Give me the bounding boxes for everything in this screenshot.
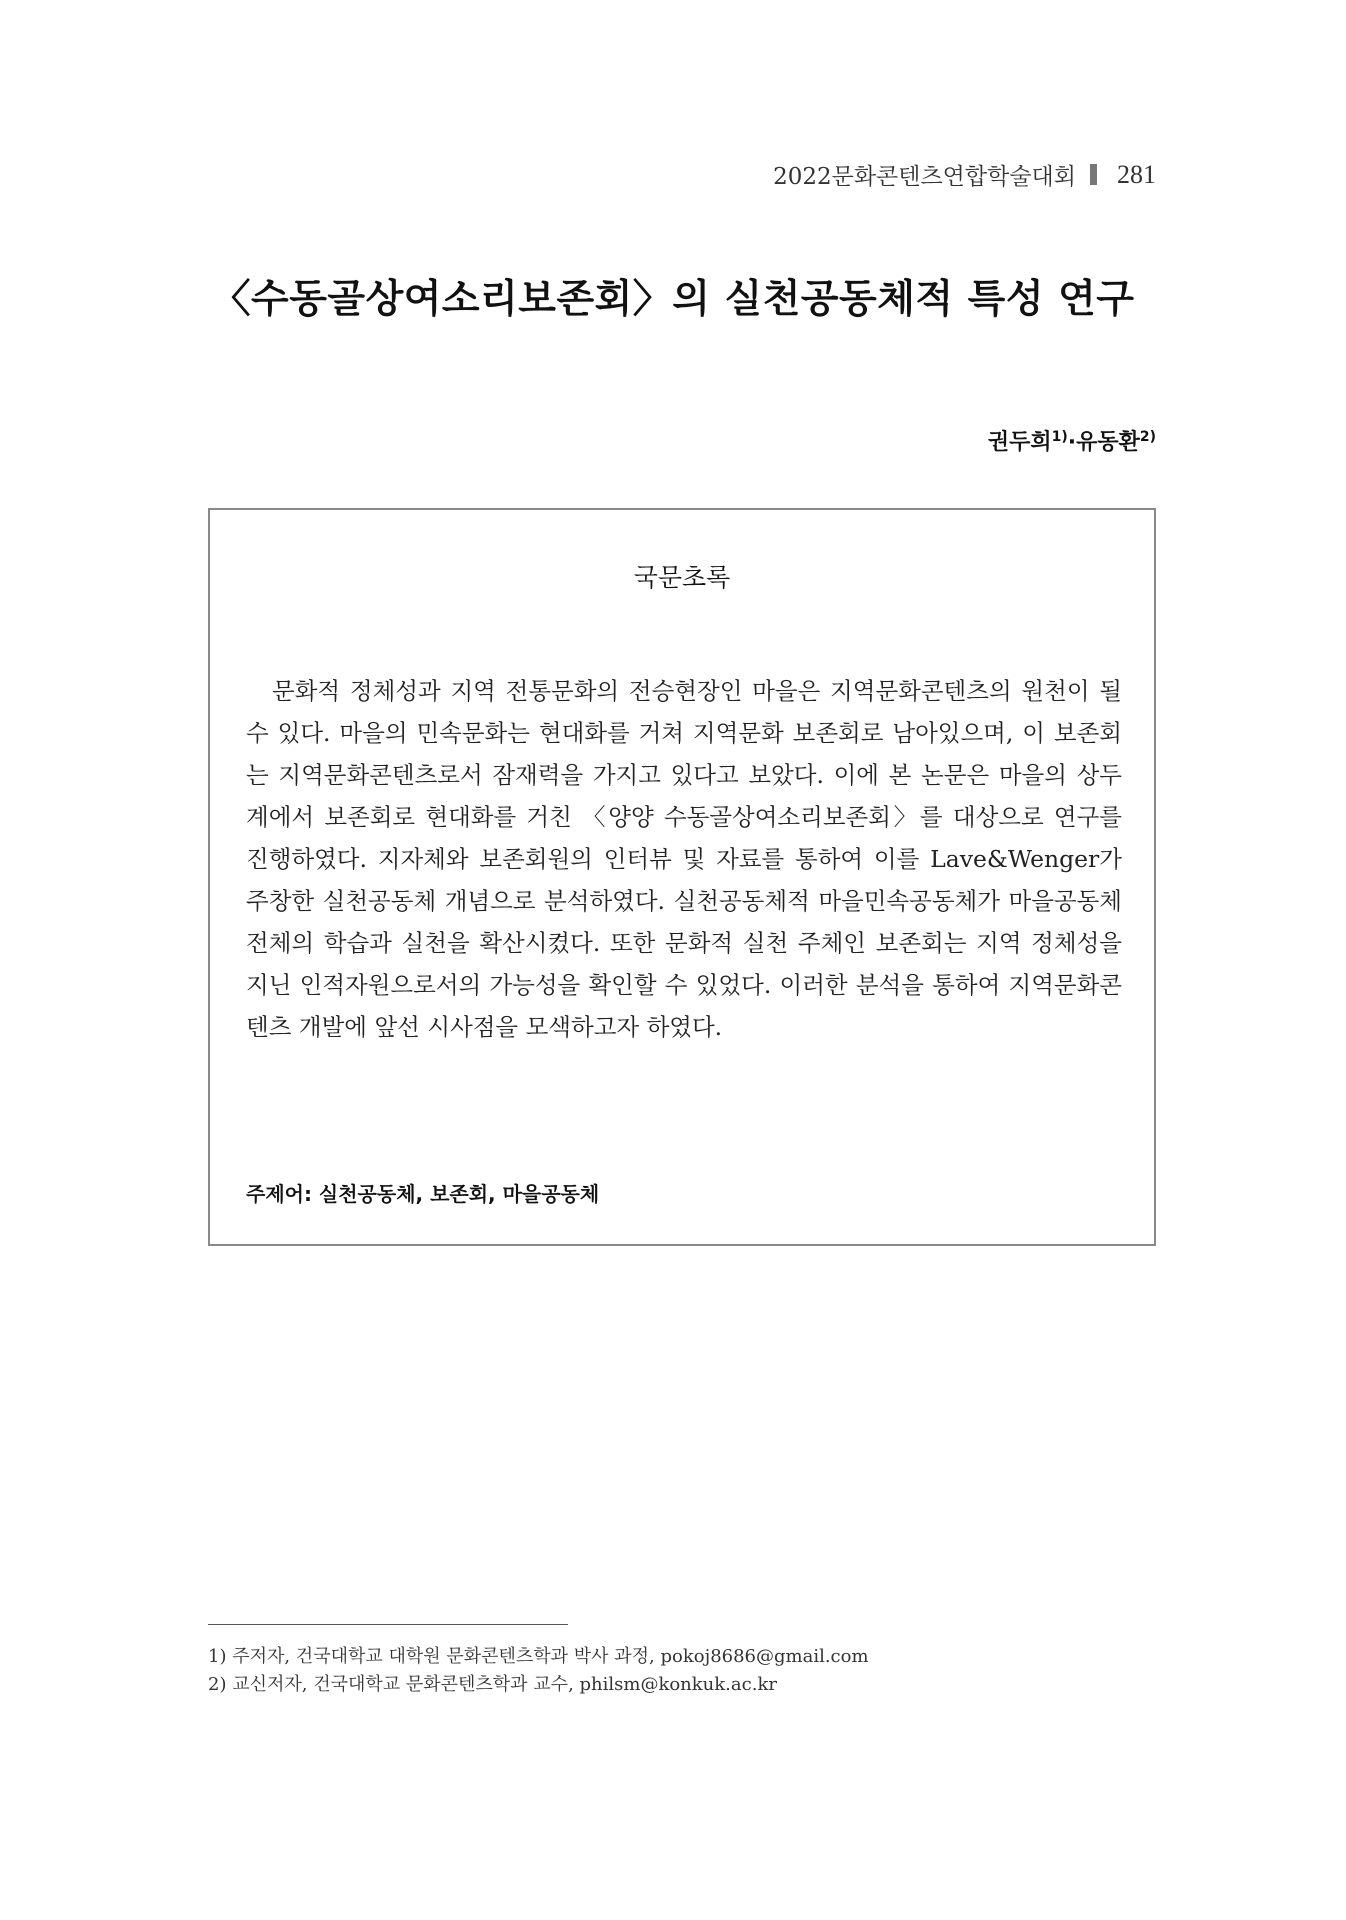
page-number: 281 (1117, 159, 1156, 189)
header-bar-icon (1090, 164, 1097, 185)
author-2-footnote-mark: 2) (1139, 429, 1156, 445)
author-separator: · (1067, 430, 1077, 455)
abstract-heading: 국문초록 (633, 563, 731, 592)
author-2: 유동환 (1076, 430, 1140, 455)
author-line (988, 425, 1156, 456)
running-title: 2022문화콘텐츠연합학술대회 (773, 164, 1076, 190)
author-1-footnote-mark: 1) (1051, 429, 1068, 445)
keywords: 주제어: 실천공동체, 보존회, 마을공동체 (246, 1182, 600, 1206)
abstract-box (208, 508, 1156, 1246)
footnote-divider (208, 1624, 568, 1625)
footnote-2: 2) 교신저자, 건국대학교 문화콘텐츠학과 교수, philsm@konkuk.ac.kr (208, 1674, 777, 1695)
footnotes (208, 1643, 869, 1699)
author-1: 권두희 (987, 430, 1052, 455)
running-header (773, 158, 1156, 191)
paper-title: 〈수동골상여소리보존회〉의 실천공동체적 특성 연구 (211, 277, 1135, 322)
abstract-body: 문화적 정체성과 지역 전통문화의 전승현장인 마을은 지역문화콘텐츠의 원천이 될 수 있다. 마을의 민속문화는 현대화를 거쳐 지역문화 보존회로 남아있으며, 이 보존회는 지역문화콘텐츠로서 잠재력을 가지고 있다고 보았다. 이에 본 논문은 마을의 상두계에서 보존회로 현대화를 거친 〈양양 수동골상여소리보존회〉를 대상으로 연구를 진행하였다. 지자체와 보존회원의 인터뷰 및 자료를 통하여 이를 Lave&Wenger가 주창한 실천공동체 개념으로 분석하였다. 실천공동체적 마을민속공동체가 마을공동체 전체의 학습과 실천을 확산시켰다. 또한 문화적 실천 주체인 보존회는 지역 정체성을 지닌 인적자원으로서의 가능성을 확인할 수 있었다. 이러한 분석을 통하여 지역문화콘텐츠 개발에 앞선 시사점을 모색하고자 하였다. (246, 677, 1122, 1041)
footnote-1: 1) 주저자, 건국대학교 대학원 문화콘텐츠학과 박사 과정, pokoj8686@gmail.com (208, 1646, 869, 1667)
